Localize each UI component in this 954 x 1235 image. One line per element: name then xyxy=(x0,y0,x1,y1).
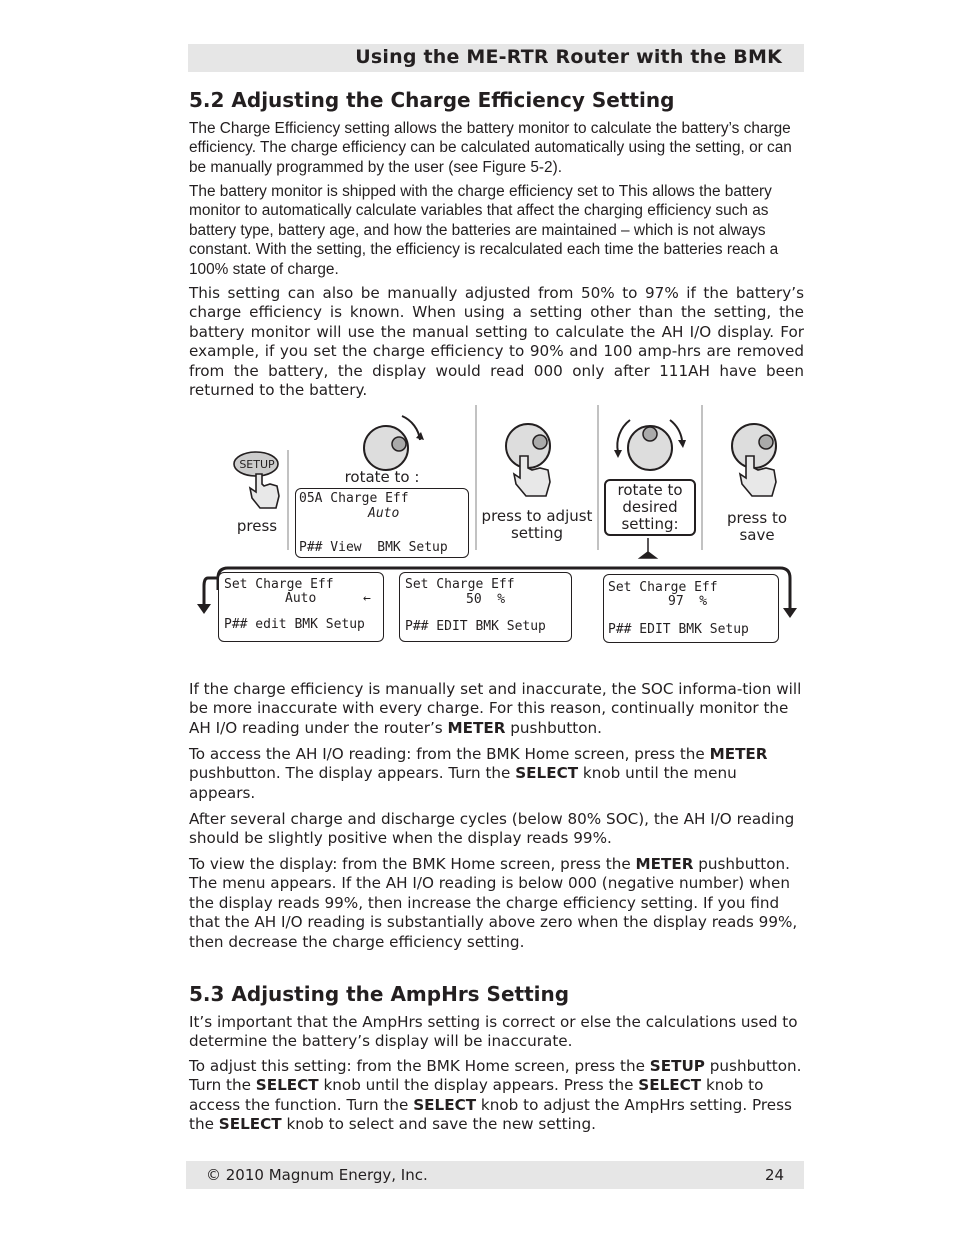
paragraph-manual-adjust: This setting can also be manually adjusted from 50% to 97% if the battery’s charge efficiency is known. When using a setting other than the setting, the battery monitor will use the manual setting to calculate the AH I/O display. For example, if you set the charge efficiency to 90% and 100 amp-hrs are removed from the battery, the display would read 000 only after 111AH have been returned to the battery. xyxy=(189,284,804,400)
paragraph-view-display: To view the display: from the BMK Home screen, press the METER pushbutton. The menu appears. If the AH I/O reading is below 000 (negative number) when the display reads 99%, then increase the charge efficiency setting. If you find that the AH I/O reading is substantially above zero when the display reads 99%, then decrease the charge efficiency setting. xyxy=(189,855,798,951)
paragraph-shipped-auto: The battery monitor is shipped with the charge efficiency set to This allows the battery monitor to automatically calculate variables that affect the charging efficiency such as battery type, battery age, and how the batteries are maintained – which is not always constant. With the setting, the efficiency is recalculated each time the batteries reach a 100% state of charge. xyxy=(189,183,779,278)
lcd-50-screen: Set Charge Eff 50 % P## EDIT BMK Setup xyxy=(399,572,572,642)
section-heading-5-3: 5.3 Adjusting the AmpHrs Setting xyxy=(189,982,570,1006)
label-press-to-adjust: press to adjust setting xyxy=(481,507,593,542)
lcd-auto-screen: Set Charge Eff Auto ← P## edit BMK Setup xyxy=(218,572,384,642)
paragraph-access-ah-io: To access the AH I/O reading: from the BMK Home screen, press the METER pushbutton. The display appears. Turn the SELECT knob until the menu appears. xyxy=(189,745,768,802)
section-heading-5-2: 5.2 Adjusting the Charge Efficiency Setting xyxy=(189,88,675,112)
knob-rotate-icon xyxy=(364,416,424,470)
footer-page-number: 24 xyxy=(765,1166,785,1184)
knob-save-icon xyxy=(732,424,776,496)
left-arrow-icon: ← xyxy=(363,591,371,606)
footer-copyright: © 2010 Magnum Energy, Inc. xyxy=(206,1166,428,1184)
label-rotate-to: rotate to : xyxy=(344,468,420,486)
paragraph-amphrs-important: It’s important that the AmpHrs setting is correct or else the calculations used to determine the battery’s display will be inaccurate. xyxy=(189,1013,798,1051)
paragraph-amphrs-adjust: To adjust this setting: from the BMK Home screen, press the SETUP pushbutton. Turn the SELECT knob until the display appears. Press the SELECT knob to access the function. Turn the SELECT knob to adjust the AmpHrs setting. Press the SELECT knob to select and save the new setting. xyxy=(189,1057,802,1134)
label-rotate-to-desired: rotate to desired setting: xyxy=(604,479,696,536)
page-header-title: Using the ME-RTR Router with the BMK xyxy=(355,46,782,68)
paragraph-charge-eff-intro: The Charge Efficiency setting allows the battery monitor to calculate the battery’s charge efficiency. The charge efficiency can be calculated automatically using the setting, or can be manually programmed by the user (see Figure 5-2). xyxy=(189,120,792,176)
label-press: press xyxy=(236,517,278,535)
knob-rotate-both-icon xyxy=(614,420,686,470)
paragraph-after-cycles: After several charge and discharge cycles (below 80% SOC), the AH I/O reading should be slightly positive when the display reads 99%. xyxy=(189,810,795,848)
label-press-to-save: press to save xyxy=(726,509,788,544)
knob-press-icon xyxy=(506,424,550,496)
lcd-97-screen: Set Charge Eff 97 % P## EDIT BMK Setup xyxy=(603,574,779,643)
lcd-main-screen: 05A Charge Eff Auto P## View BMK Setup xyxy=(295,488,469,558)
paragraph-soc-inaccurate: If the charge efficiency is manually set and inaccurate, the SOC informa-tion will be more inaccurate with every charge. For this reason, continually monitor the AH I/O reading under the router’s METER pushbutton. xyxy=(189,680,802,737)
setup-button-label: SETUP xyxy=(239,458,275,471)
